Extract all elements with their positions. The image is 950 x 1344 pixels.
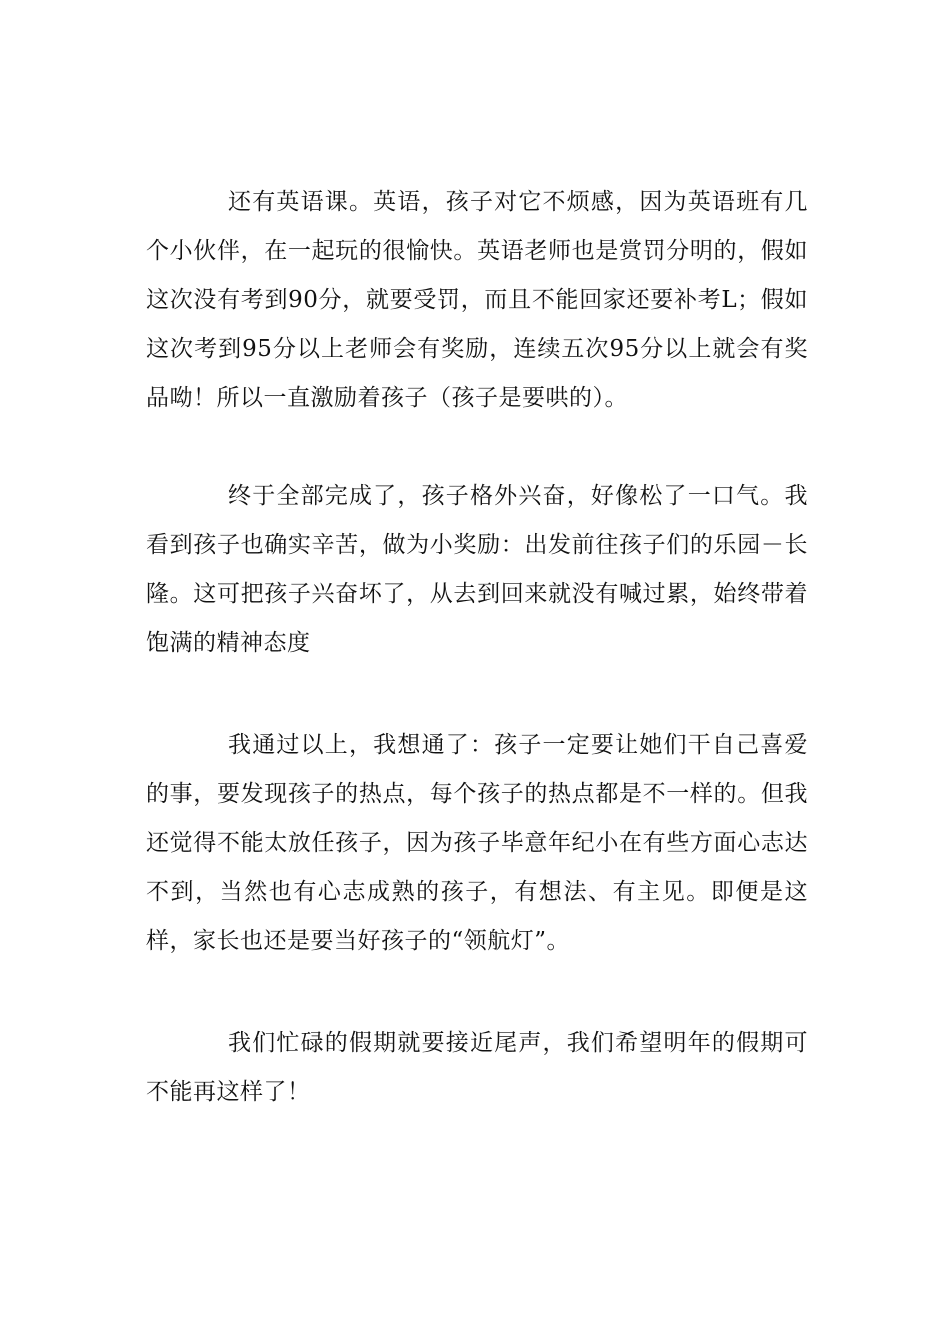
paragraph-holiday-end: 我们忙碌的假期就要接近尾声，我们希望明年的假期可不能再这样了！ [146,1030,808,1105]
paragraph-reward-trip: 终于全部完成了，孩子格外兴奋，好像松了一口气。我看到孩子也确实辛苦，做为小奖励：出发前往孩子们的乐园－长隆。这可把孩子兴奋坏了，从去到回来就没有喊过累，始终带着饱满的精神态度 [146,483,808,656]
document-body [146,178,808,1117]
paragraph-english-class: 还有英语课。英语，孩子对它不烦感，因为英语班有几个小伙伴，在一起玩的很愉快。英语老师也是赏罚分明的，假如这次没有考到90分，就要受罚，而且不能回家还要补考L；假如这次考到95分以上老师会有奖励，连续五次95分以上就会有奖品呦！所以一直激励着孩子（孩子是要哄的）。 [146,189,808,411]
paragraph-reflection: 我通过以上，我想通了：孩子一定要让她们干自己喜爱的事，要发现孩子的热点，每个孩子的热点都是不一样的。但我还觉得不能太放任孩子，因为孩子毕意年纪小在有些方面心志达不到，当然也有心志成熟的孩子，有想法、有主见。即便是这样，家长也还是要当好孩子的“领航灯”。 [146,732,808,954]
